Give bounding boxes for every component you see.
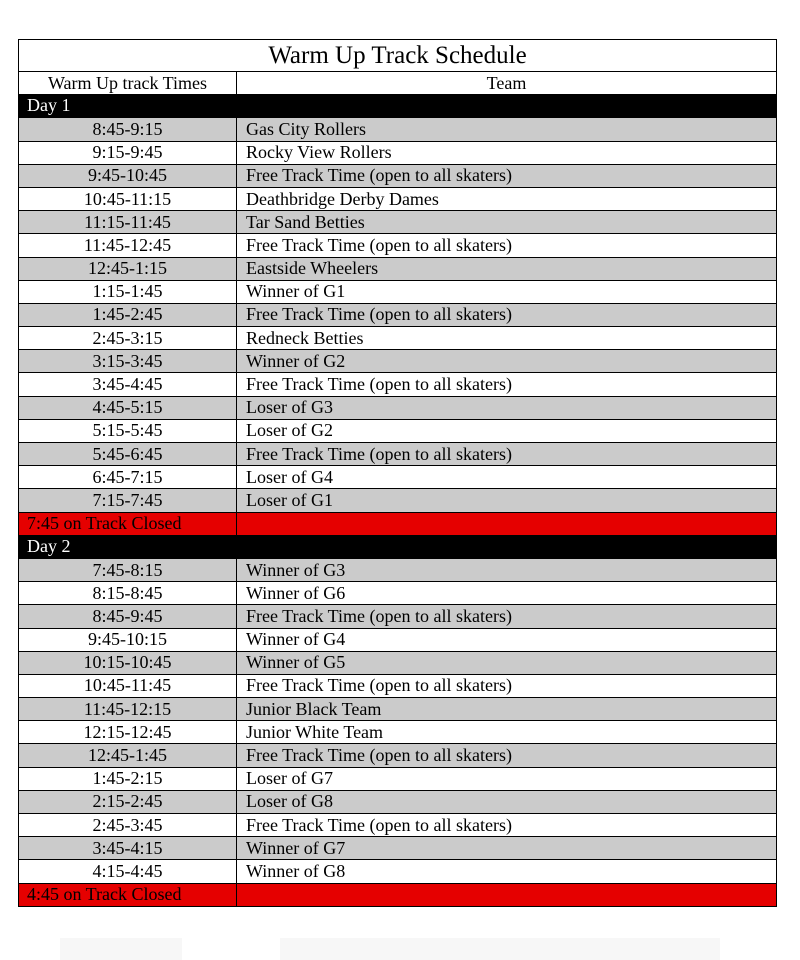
table-row <box>19 767 776 790</box>
team-cell: Free Track Time (open to all skaters) <box>246 165 512 186</box>
team-cell <box>237 536 776 558</box>
time-cell: 8:45-9:15 <box>19 118 237 140</box>
time-cell: 5:45-6:45 <box>19 443 237 465</box>
track-closed-row <box>19 512 776 535</box>
table-row <box>19 488 776 511</box>
time-cell: 11:45-12:45 <box>19 234 237 256</box>
team-cell <box>237 513 776 535</box>
team-cell: Free Track Time (open to all skaters) <box>246 675 512 696</box>
table-row <box>19 628 776 651</box>
team-cell: Free Track Time (open to all skaters) <box>246 304 512 325</box>
schedule-table <box>18 39 777 907</box>
team-cell: Tar Sand Betties <box>246 211 365 232</box>
team-cell: Gas City Rollers <box>246 118 366 139</box>
table-row <box>19 813 776 836</box>
time-cell: 3:45-4:45 <box>19 373 237 395</box>
team-cell: Winner of G4 <box>246 629 346 650</box>
table-row <box>19 187 776 210</box>
time-cell: 1:45-2:45 <box>19 304 237 326</box>
team-cell: Loser of G2 <box>246 420 333 441</box>
column-header-times: Warm Up track Times <box>19 72 237 94</box>
table-row <box>19 859 776 882</box>
team-cell: Free Track Time (open to all skaters) <box>246 605 512 626</box>
table-row <box>19 326 776 349</box>
time-cell: 7:15-7:45 <box>19 489 237 511</box>
time-cell: 4:45-5:15 <box>19 397 237 419</box>
time-cell: 2:45-3:15 <box>19 327 237 349</box>
team-cell: Free Track Time (open to all skaters) <box>246 814 512 835</box>
time-cell: 10:15-10:45 <box>19 652 237 674</box>
table-header-row <box>19 71 776 94</box>
time-cell: 1:15-1:45 <box>19 281 237 303</box>
day-label: Day 2 <box>27 536 71 557</box>
closed-label: 7:45 on Track Closed <box>19 513 237 535</box>
time-cell: 5:15-5:45 <box>19 420 237 442</box>
team-cell: Junior White Team <box>246 721 384 742</box>
table-row <box>19 743 776 766</box>
time-cell: 9:15-9:45 <box>19 142 237 164</box>
table-row <box>19 419 776 442</box>
table-title-row <box>19 40 776 71</box>
team-cell: Winner of G1 <box>246 281 346 302</box>
time-cell: 2:45-3:45 <box>19 814 237 836</box>
time-cell: 8:45-9:45 <box>19 605 237 627</box>
time-cell: 9:45-10:45 <box>19 165 237 187</box>
time-cell: 7:45-8:15 <box>19 559 237 581</box>
team-cell: Free Track Time (open to all skaters) <box>246 745 512 766</box>
table-row <box>19 257 776 280</box>
time-cell: 9:45-10:15 <box>19 629 237 651</box>
team-cell: Eastside Wheelers <box>246 258 379 279</box>
track-closed-row <box>19 883 776 906</box>
table-row <box>19 604 776 627</box>
team-cell: Winner of G3 <box>246 559 346 580</box>
table-body <box>19 94 776 906</box>
team-cell: Loser of G7 <box>246 768 333 789</box>
team-cell: Winner of G7 <box>246 837 346 858</box>
time-cell: 11:45-12:15 <box>19 698 237 720</box>
team-cell: Winner of G6 <box>246 582 346 603</box>
team-cell: Loser of G3 <box>246 397 333 418</box>
team-cell: Loser of G4 <box>246 466 333 487</box>
time-cell: 1:45-2:15 <box>19 768 237 790</box>
table-row <box>19 349 776 372</box>
table-row <box>19 697 776 720</box>
team-cell: Deathbridge Derby Dames <box>246 188 439 209</box>
time-cell: 8:15-8:45 <box>19 582 237 604</box>
team-cell: Rocky View Rollers <box>246 142 392 163</box>
footer-fragment <box>60 938 182 960</box>
page-title: Warm Up Track Schedule <box>268 41 527 69</box>
team-cell: Loser of G1 <box>246 489 333 510</box>
team-cell: Winner of G2 <box>246 350 346 371</box>
table-row <box>19 164 776 187</box>
team-cell: Free Track Time (open to all skaters) <box>246 443 512 464</box>
table-row <box>19 581 776 604</box>
table-row <box>19 558 776 581</box>
team-cell: Winner of G8 <box>246 860 346 881</box>
time-cell: 2:15-2:45 <box>19 791 237 813</box>
table-row <box>19 372 776 395</box>
time-cell: 12:15-12:45 <box>19 721 237 743</box>
time-cell: 12:45-1:15 <box>19 258 237 280</box>
table-row <box>19 790 776 813</box>
time-cell: 4:15-4:45 <box>19 860 237 882</box>
time-cell: 3:15-3:45 <box>19 350 237 372</box>
team-cell <box>237 884 776 906</box>
day-header-row <box>19 535 776 558</box>
time-cell: 6:45-7:15 <box>19 466 237 488</box>
table-row <box>19 117 776 140</box>
day-header-row <box>19 94 776 117</box>
team-cell: Winner of G5 <box>246 652 346 673</box>
footer-fragment <box>280 938 720 960</box>
table-row <box>19 651 776 674</box>
time-cell: 10:45-11:45 <box>19 675 237 697</box>
table-row <box>19 396 776 419</box>
team-cell: Junior Black Team <box>246 698 382 719</box>
team-cell: Loser of G8 <box>246 791 333 812</box>
team-cell: Redneck Betties <box>246 327 364 348</box>
column-header-team: Team <box>486 72 527 93</box>
time-cell: 11:15-11:45 <box>19 211 237 233</box>
table-row <box>19 141 776 164</box>
team-cell: Free Track Time (open to all skaters) <box>246 234 512 255</box>
day-label: Day 1 <box>27 95 71 116</box>
table-row <box>19 674 776 697</box>
team-cell <box>237 94 776 117</box>
table-row <box>19 280 776 303</box>
table-row <box>19 720 776 743</box>
closed-label: 4:45 on Track Closed <box>19 884 237 906</box>
table-row <box>19 210 776 233</box>
table-row <box>19 233 776 256</box>
team-cell: Free Track Time (open to all skaters) <box>246 374 512 395</box>
time-cell: 10:45-11:15 <box>19 188 237 210</box>
time-cell: 3:45-4:15 <box>19 837 237 859</box>
table-row <box>19 836 776 859</box>
table-row <box>19 465 776 488</box>
table-row <box>19 303 776 326</box>
time-cell: 12:45-1:45 <box>19 744 237 766</box>
table-row <box>19 442 776 465</box>
